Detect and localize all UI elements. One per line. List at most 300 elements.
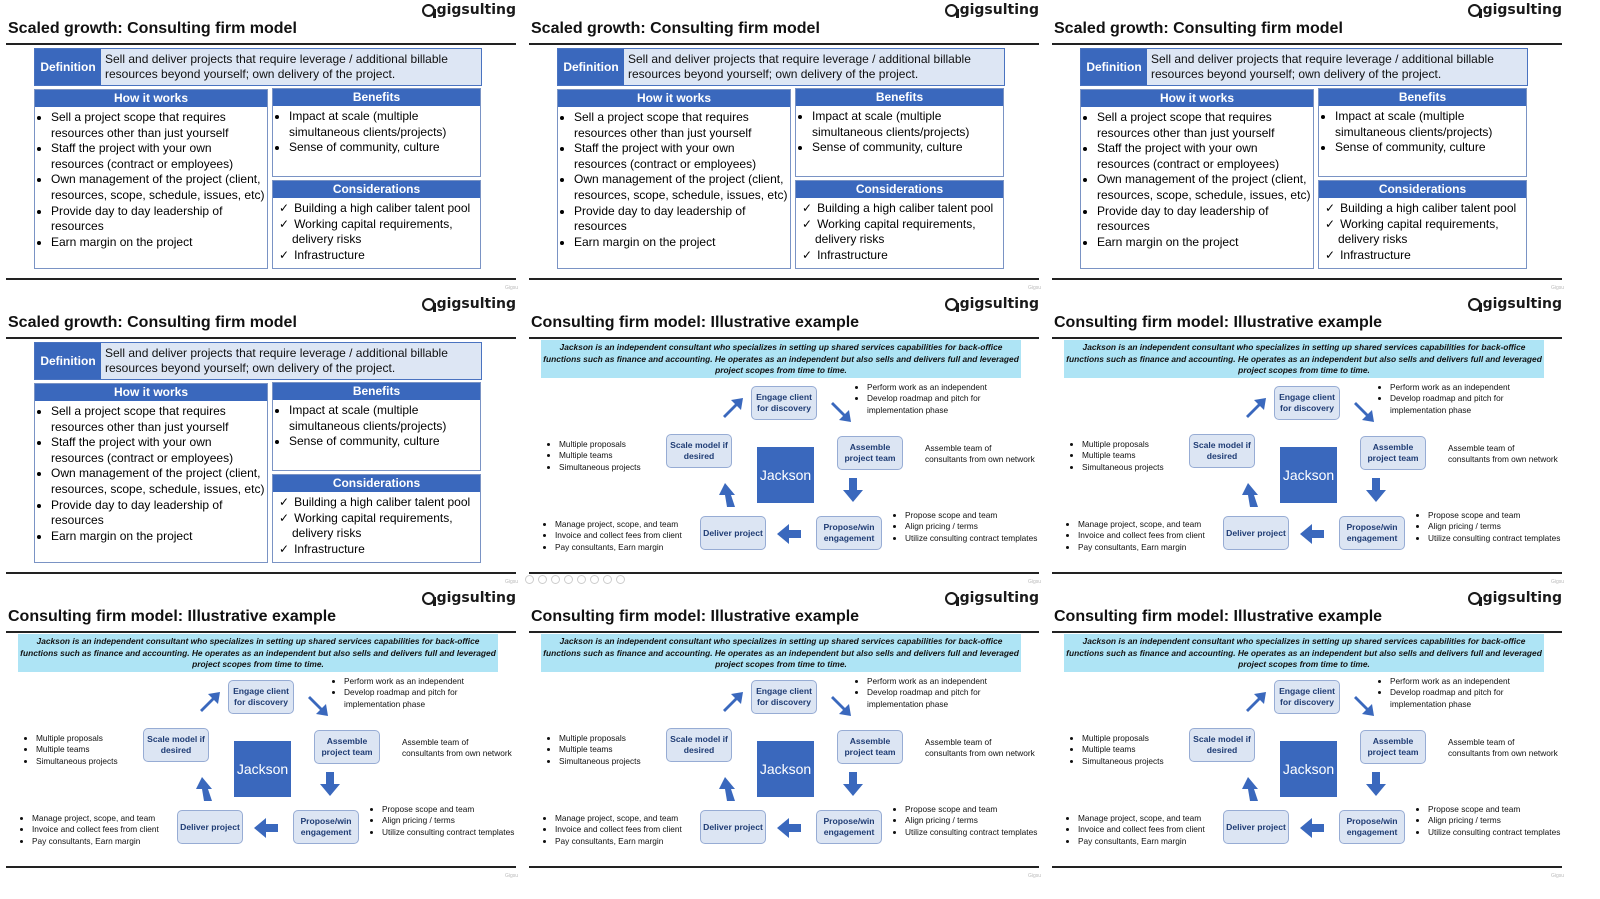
list-item: • Align pricing / terms [905, 815, 1045, 826]
definition-label: Definition [1081, 49, 1147, 85]
list-item: ✓ Working capital requirements, delivery risks [279, 217, 480, 248]
slide-definition[interactable] [0, 294, 522, 588]
arrow-up-left-icon [1238, 775, 1266, 803]
list-item: • Provide day to day leadership of resources [574, 204, 790, 235]
title-rule [529, 337, 1039, 339]
notes-engage [332, 676, 514, 710]
how-it-works-list [35, 110, 267, 250]
arrow-up-right-icon [719, 394, 747, 422]
slide-title: Scaled growth: Consulting firm model [1054, 20, 1343, 37]
watermark: Gigsu [1027, 285, 1041, 291]
node-scale: Scale model if desired [1189, 728, 1255, 762]
arrow-down-icon [839, 476, 867, 504]
how-it-works-list [558, 110, 790, 250]
considerations-header: Considerations [273, 181, 480, 198]
title-rule [6, 337, 516, 339]
list-item: • Align pricing / terms [1428, 521, 1568, 532]
considerations-list [796, 201, 1003, 263]
how-it-works-header: How it works [35, 384, 267, 401]
list-item: ✓ Building a high caliber talent pool [802, 201, 1003, 217]
list-item: • Own management of the project (client, resources, scope, schedule, issues, etc) [51, 172, 267, 203]
g-logo-icon [1468, 4, 1481, 17]
node-scale: Scale model if desired [666, 434, 732, 468]
watermark: Gigsu [504, 285, 518, 291]
definition-label: Definition [35, 49, 101, 85]
list-item: • Manage project, scope, and team [1078, 519, 1238, 530]
g-logo-icon [1468, 592, 1481, 605]
slide-title: Consulting firm model: Illustrative example [531, 314, 860, 331]
node-engage: Engage client for discovery [1274, 386, 1340, 420]
list-item: • Staff the project with your own resources (contract or employees) [51, 435, 267, 466]
list-item: • Pay consultants, Earn margin [1078, 836, 1238, 847]
list-item: • Own management of the project (client, resources, scope, schedule, issues, etc) [574, 172, 790, 203]
gigsulting-logo: gigsulting [1468, 296, 1562, 312]
slide-example[interactable] [523, 294, 1045, 588]
notes-propose [370, 804, 522, 838]
list-item: • Multiple proposals [36, 733, 146, 744]
list-item: • Staff the project with your own resources (contract or employees) [574, 141, 790, 172]
definition-text: Sell and deliver projects that require leverage / additional billable resources beyond yourself; own delivery of the project. [628, 52, 971, 81]
footer-rule [529, 866, 1039, 868]
title-rule [6, 631, 516, 633]
list-item: • Earn margin on the project [574, 235, 790, 251]
list-item: • Perform work as an independent [344, 676, 514, 687]
considerations-panel [272, 180, 481, 269]
how-it-works-list [35, 404, 267, 544]
definition-label: Definition [35, 343, 101, 379]
list-item: • Simultaneous projects [559, 756, 669, 767]
footer-rule [6, 866, 516, 868]
node-assemble: Assemble project team [1360, 436, 1426, 470]
slide-title: Consulting firm model: Illustrative example [1054, 608, 1383, 625]
list-item: • Utilize consulting contract templates [905, 827, 1045, 838]
intro-box: Jackson is an independent consultant who specializes in setting up shared services capabilities for back-office functions such as finance and accounting. He operates as an independent but also sells and delivers full and leveraged project scopes from time to time. [1064, 340, 1544, 378]
list-item: • Earn margin on the project [51, 529, 267, 545]
node-propose: Propose/win engagement [816, 516, 882, 550]
node-deliver: Deliver project [177, 810, 243, 844]
how-it-works-list [1081, 110, 1313, 250]
notes-assemble [1436, 443, 1558, 466]
slide-definition[interactable] [1046, 0, 1568, 294]
how-it-works-header: How it works [1081, 90, 1313, 107]
notes-assemble [913, 737, 1035, 760]
list-item: • Sense of community, culture [1335, 140, 1526, 156]
definition-text: Sell and deliver projects that require leverage / additional billable resources beyond yourself; own delivery of the project. [105, 346, 448, 375]
how-it-works-panel [1080, 89, 1314, 269]
definition-box [557, 48, 1005, 86]
benefits-list [796, 109, 1003, 156]
list-item: • Staff the project with your own resources (contract or employees) [51, 141, 267, 172]
arrow-up-right-icon [196, 688, 224, 716]
gigsulting-logo: gigsulting [422, 590, 516, 606]
gigsulting-logo: gigsulting [422, 296, 516, 312]
g-logo-icon [945, 4, 958, 17]
list-item: ✓ Working capital requirements, delivery risks [279, 511, 480, 542]
slide-title: Consulting firm model: Illustrative example [1054, 314, 1383, 331]
list-item: • Utilize consulting contract templates [382, 827, 522, 838]
g-logo-icon [1468, 298, 1481, 311]
definition-box [1080, 48, 1528, 86]
notes-scale [24, 733, 146, 767]
list-item: • Earn margin on the project [51, 235, 267, 251]
list-item: • Simultaneous projects [1082, 462, 1192, 473]
list-item: • Pay consultants, Earn margin [1078, 542, 1238, 553]
control-dot-icon[interactable] [590, 575, 599, 584]
watermark: Gigsu [504, 873, 518, 879]
watermark: Gigsu [504, 579, 518, 585]
title-rule [6, 43, 516, 45]
watermark: Gigsu [1027, 873, 1041, 879]
benefits-list [273, 403, 480, 450]
arrow-down-icon [1362, 476, 1390, 504]
list-item: • Sell a project scope that requires resources other than just yourself [574, 110, 790, 141]
title-rule [1052, 43, 1562, 45]
considerations-panel [1318, 180, 1527, 269]
gigsulting-logo: gigsulting [945, 2, 1039, 18]
benefits-panel [795, 88, 1004, 177]
control-dot-icon[interactable] [577, 575, 586, 584]
list-item: • Develop roadmap and pitch for implementation phase [867, 687, 1037, 710]
node-scale: Scale model if desired [1189, 434, 1255, 468]
notes-scale [1070, 439, 1192, 473]
list-item: • Develop roadmap and pitch for implementation phase [344, 687, 514, 710]
list-item: • Invoice and collect fees from client [1078, 530, 1238, 541]
gigsulting-logo: gigsulting [422, 2, 516, 18]
slide-example[interactable] [1046, 294, 1568, 588]
list-item: • Provide day to day leadership of resources [51, 204, 267, 235]
footer-rule [6, 278, 516, 280]
notes-assemble [913, 443, 1035, 466]
list-item: Assemble team of consultants from own network [1448, 737, 1558, 759]
list-item: • Multiple proposals [559, 733, 669, 744]
center-box-jackson: Jackson [1280, 741, 1337, 797]
list-item: • Multiple teams [36, 744, 146, 755]
title-rule [529, 43, 1039, 45]
notes-deliver [20, 813, 192, 847]
watermark: Gigsu [1550, 579, 1564, 585]
list-item: • Multiple teams [1082, 450, 1192, 461]
considerations-list [1319, 201, 1526, 263]
benefits-header: Benefits [796, 89, 1003, 106]
arrow-down-right-icon [1350, 692, 1378, 720]
arrow-left-icon [1298, 814, 1326, 842]
list-item: • Perform work as an independent [1390, 382, 1560, 393]
notes-propose [893, 510, 1045, 544]
list-item: Assemble team of consultants from own network [925, 443, 1035, 465]
control-dot-icon[interactable] [525, 575, 534, 584]
list-item: ✓ Infrastructure [279, 542, 480, 558]
g-logo-icon [422, 298, 435, 311]
benefits-panel [272, 88, 481, 177]
list-item: • Sell a project scope that requires resources other than just yourself [51, 404, 267, 435]
notes-propose [1416, 510, 1568, 544]
slide-definition[interactable] [523, 0, 1045, 294]
arrow-up-right-icon [719, 688, 747, 716]
footer-rule [6, 572, 516, 574]
list-item: ✓ Infrastructure [279, 248, 480, 264]
list-item: • Develop roadmap and pitch for implementation phase [867, 393, 1037, 416]
arrow-down-right-icon [827, 398, 855, 426]
list-item: • Multiple teams [1082, 744, 1192, 755]
footer-rule [1052, 866, 1562, 868]
definition-box [34, 342, 482, 380]
notes-propose [1416, 804, 1568, 838]
presentation-controls[interactable] [525, 575, 645, 585]
footer-rule [1052, 278, 1562, 280]
arrow-up-left-icon [1238, 481, 1266, 509]
notes-scale [547, 733, 669, 767]
list-item: • Provide day to day leadership of resources [51, 498, 267, 529]
notes-engage [855, 382, 1037, 416]
notes-assemble [1436, 737, 1558, 760]
arrow-left-icon [775, 520, 803, 548]
slide-title: Scaled growth: Consulting firm model [8, 314, 297, 331]
list-item: • Perform work as an independent [867, 676, 1037, 687]
list-item: • Pay consultants, Earn margin [32, 836, 192, 847]
list-item: • Sense of community, culture [289, 434, 480, 450]
benefits-list [1319, 109, 1526, 156]
node-scale: Scale model if desired [666, 728, 732, 762]
arrow-up-right-icon [1242, 688, 1270, 716]
list-item: ✓ Infrastructure [1325, 248, 1526, 264]
benefits-panel [272, 382, 481, 471]
footer-rule [529, 572, 1039, 574]
list-item: • Invoice and collect fees from client [1078, 824, 1238, 835]
notes-propose [893, 804, 1045, 838]
list-item: • Impact at scale (multiple simultaneous clients/projects) [289, 403, 480, 434]
list-item: • Propose scope and team [1428, 804, 1568, 815]
g-logo-icon [422, 592, 435, 605]
slide-example[interactable] [1046, 588, 1568, 882]
considerations-header: Considerations [796, 181, 1003, 198]
arrow-up-right-icon [1242, 394, 1270, 422]
list-item: • Perform work as an independent [867, 382, 1037, 393]
how-it-works-header: How it works [558, 90, 790, 107]
list-item: • Develop roadmap and pitch for implementation phase [1390, 687, 1560, 710]
list-item: • Pay consultants, Earn margin [555, 836, 715, 847]
intro-box: Jackson is an independent consultant who specializes in setting up shared services capabilities for back-office functions such as finance and accounting. He operates as an independent but also sells and delivers full and leveraged project scopes from time to time. [541, 634, 1021, 672]
considerations-header: Considerations [273, 475, 480, 492]
arrow-up-left-icon [715, 775, 743, 803]
footer-rule [1052, 572, 1562, 574]
list-item: • Invoice and collect fees from client [555, 824, 715, 835]
list-item: • Align pricing / terms [905, 521, 1045, 532]
list-item: ✓ Working capital requirements, delivery risks [1325, 217, 1526, 248]
center-box-jackson: Jackson [234, 741, 291, 797]
list-item: • Impact at scale (multiple simultaneous clients/projects) [289, 109, 480, 140]
list-item: • Multiple proposals [1082, 733, 1192, 744]
list-item: • Multiple proposals [1082, 439, 1192, 450]
list-item: • Staff the project with your own resources (contract or employees) [1097, 141, 1313, 172]
list-item: ✓ Building a high caliber talent pool [1325, 201, 1526, 217]
slide-title: Consulting firm model: Illustrative example [531, 608, 860, 625]
list-item: • Utilize consulting contract templates [1428, 827, 1568, 838]
list-item: • Utilize consulting contract templates [1428, 533, 1568, 544]
definition-box [34, 48, 482, 86]
node-deliver: Deliver project [700, 516, 766, 550]
control-dot-icon[interactable] [564, 575, 573, 584]
list-item: • Sell a project scope that requires resources other than just yourself [1097, 110, 1313, 141]
arrow-left-icon [252, 814, 280, 842]
list-item: Assemble team of consultants from own network [1448, 443, 1558, 465]
benefits-header: Benefits [273, 89, 480, 106]
list-item: • Invoice and collect fees from client [32, 824, 192, 835]
arrow-left-icon [775, 814, 803, 842]
list-item: • Align pricing / terms [1428, 815, 1568, 826]
node-propose: Propose/win engagement [293, 810, 359, 844]
node-assemble: Assemble project team [1360, 730, 1426, 764]
how-it-works-panel [34, 89, 268, 269]
notes-engage [855, 676, 1037, 710]
notes-deliver [1066, 519, 1238, 553]
title-rule [1052, 631, 1562, 633]
node-propose: Propose/win engagement [1339, 516, 1405, 550]
node-assemble: Assemble project team [314, 730, 380, 764]
list-item: • Sense of community, culture [289, 140, 480, 156]
notes-deliver [543, 519, 715, 553]
list-item: ✓ Building a high caliber talent pool [279, 201, 480, 217]
center-box-jackson: Jackson [757, 741, 814, 797]
list-item: Assemble team of consultants from own network [925, 737, 1035, 759]
benefits-header: Benefits [1319, 89, 1526, 106]
definition-text: Sell and deliver projects that require leverage / additional billable resources beyond yourself; own delivery of the project. [105, 52, 448, 81]
considerations-list [273, 201, 480, 263]
g-logo-icon [945, 298, 958, 311]
list-item: • Simultaneous projects [1082, 756, 1192, 767]
list-item: • Impact at scale (multiple simultaneous clients/projects) [812, 109, 1003, 140]
list-item: • Pay consultants, Earn margin [555, 542, 715, 553]
list-item: • Propose scope and team [382, 804, 522, 815]
considerations-panel [272, 474, 481, 563]
list-item: • Manage project, scope, and team [555, 813, 715, 824]
list-item: • Invoice and collect fees from client [555, 530, 715, 541]
list-item: • Manage project, scope, and team [1078, 813, 1238, 824]
g-logo-icon [422, 4, 435, 17]
node-engage: Engage client for discovery [1274, 680, 1340, 714]
title-rule [529, 631, 1039, 633]
arrow-up-left-icon [715, 481, 743, 509]
list-item: • Propose scope and team [905, 804, 1045, 815]
control-dot-icon[interactable] [616, 575, 625, 584]
arrow-down-right-icon [827, 692, 855, 720]
arrow-down-right-icon [1350, 398, 1378, 426]
list-item: • Utilize consulting contract templates [905, 533, 1045, 544]
list-item: • Sell a project scope that requires resources other than just yourself [51, 110, 267, 141]
arrow-down-icon [316, 770, 344, 798]
node-deliver: Deliver project [1223, 810, 1289, 844]
list-item: • Multiple teams [559, 450, 669, 461]
control-dot-icon[interactable] [538, 575, 547, 584]
list-item: • Provide day to day leadership of resources [1097, 204, 1313, 235]
arrow-down-right-icon [304, 692, 332, 720]
node-engage: Engage client for discovery [228, 680, 294, 714]
g-logo-icon [945, 592, 958, 605]
list-item: • Perform work as an independent [1390, 676, 1560, 687]
node-deliver: Deliver project [1223, 516, 1289, 550]
node-assemble: Assemble project team [837, 436, 903, 470]
intro-box: Jackson is an independent consultant who specializes in setting up shared services capabilities for back-office functions such as finance and accounting. He operates as an independent but also sells and delivers full and leveraged project scopes from time to time. [541, 340, 1021, 378]
list-item: Assemble team of consultants from own network [402, 737, 512, 759]
list-item: • Align pricing / terms [382, 815, 522, 826]
watermark: Gigsu [1550, 873, 1564, 879]
node-deliver: Deliver project [700, 810, 766, 844]
list-item: • Impact at scale (multiple simultaneous clients/projects) [1335, 109, 1526, 140]
intro-box: Jackson is an independent consultant who specializes in setting up shared services capabilities for back-office functions such as finance and accounting. He operates as an independent but also sells and delivers full and leveraged project scopes from time to time. [18, 634, 498, 672]
considerations-list [273, 495, 480, 557]
gigsulting-logo: gigsulting [945, 590, 1039, 606]
gigsulting-logo: gigsulting [1468, 590, 1562, 606]
center-box-jackson: Jackson [1280, 447, 1337, 503]
how-it-works-header: How it works [35, 90, 267, 107]
node-propose: Propose/win engagement [816, 810, 882, 844]
definition-label: Definition [558, 49, 624, 85]
list-item: • Simultaneous projects [559, 462, 669, 473]
list-item: • Simultaneous projects [36, 756, 146, 767]
node-scale: Scale model if desired [143, 728, 209, 762]
considerations-header: Considerations [1319, 181, 1526, 198]
slide-definition[interactable] [0, 0, 522, 294]
notes-engage [1378, 382, 1560, 416]
slide-title: Consulting firm model: Illustrative example [8, 608, 337, 625]
list-item: • Own management of the project (client, resources, scope, schedule, issues, etc) [51, 466, 267, 497]
intro-box: Jackson is an independent consultant who specializes in setting up shared services capabilities for back-office functions such as finance and accounting. He operates as an independent but also sells and delivers full and leveraged project scopes from time to time. [1064, 634, 1544, 672]
control-dot-icon[interactable] [603, 575, 612, 584]
benefits-list [273, 109, 480, 156]
notes-deliver [543, 813, 715, 847]
list-item: • Develop roadmap and pitch for implementation phase [1390, 393, 1560, 416]
notes-scale [1070, 733, 1192, 767]
definition-text: Sell and deliver projects that require leverage / additional billable resources beyond yourself; own delivery of the project. [1151, 52, 1494, 81]
slide-title: Scaled growth: Consulting firm model [531, 20, 820, 37]
list-item: • Manage project, scope, and team [555, 519, 715, 530]
node-engage: Engage client for discovery [751, 386, 817, 420]
gigsulting-logo: gigsulting [1468, 2, 1562, 18]
benefits-panel [1318, 88, 1527, 177]
list-item: ✓ Infrastructure [802, 248, 1003, 264]
control-dot-icon[interactable] [551, 575, 560, 584]
center-box-jackson: Jackson [757, 447, 814, 503]
arrow-down-icon [839, 770, 867, 798]
list-item: • Propose scope and team [905, 510, 1045, 521]
list-item: • Earn margin on the project [1097, 235, 1313, 251]
notes-assemble [390, 737, 512, 760]
how-it-works-panel [557, 89, 791, 269]
how-it-works-panel [34, 383, 268, 563]
watermark: Gigsu [1027, 579, 1041, 585]
slide-example[interactable] [523, 588, 1045, 882]
list-item: • Own management of the project (client, resources, scope, schedule, issues, etc) [1097, 172, 1313, 203]
node-propose: Propose/win engagement [1339, 810, 1405, 844]
list-item: • Multiple proposals [559, 439, 669, 450]
list-item: ✓ Building a high caliber talent pool [279, 495, 480, 511]
watermark: Gigsu [1550, 285, 1564, 291]
benefits-header: Benefits [273, 383, 480, 400]
gigsulting-logo: gigsulting [945, 296, 1039, 312]
list-item: • Manage project, scope, and team [32, 813, 192, 824]
considerations-panel [795, 180, 1004, 269]
list-item: • Propose scope and team [1428, 510, 1568, 521]
notes-engage [1378, 676, 1560, 710]
node-assemble: Assemble project team [837, 730, 903, 764]
node-engage: Engage client for discovery [751, 680, 817, 714]
slide-example[interactable] [0, 588, 522, 882]
list-item: ✓ Working capital requirements, delivery risks [802, 217, 1003, 248]
notes-deliver [1066, 813, 1238, 847]
arrow-down-icon [1362, 770, 1390, 798]
list-item: • Multiple teams [559, 744, 669, 755]
notes-scale [547, 439, 669, 473]
footer-rule [529, 278, 1039, 280]
